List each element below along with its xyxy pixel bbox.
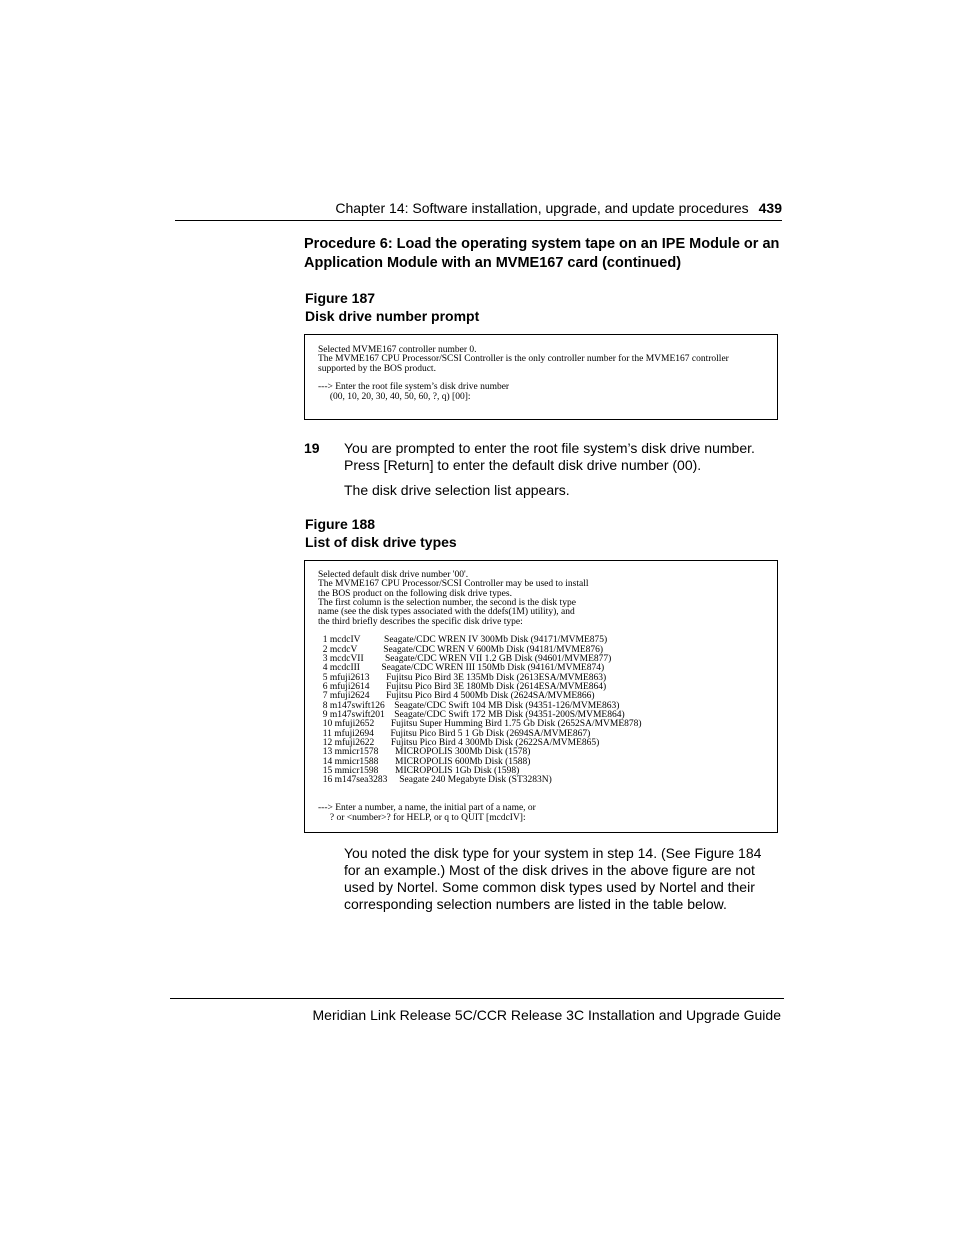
step-19-result: The disk drive selection list appears.: [344, 482, 570, 498]
figure-187-screen: [304, 334, 778, 420]
procedure-title: Procedure 6: Load the operating system tape on an IPE Module or an Application Module with an MVME167 card (continued): [304, 236, 780, 271]
figure-187-screen-text: Selected MVME167 controller number 0. The MVME167 CPU Processor/SCSI Controller is the only controller number for the MVME167 controller supported by the BOS product. ---> Enter the root file system’s disk drive number (00, 10, 20, 30, 40, 50, 60, ?, q) [00]:: [318, 345, 729, 402]
figure-188-screen-text: Selected default disk drive number '00'. The MVME167 CPU Processor/SCSI Controller may be used to install the BOS product on the following disk drive types. The first column is the selection number, the second is the disk type name (see the disk types associated with the ddefs(1M) utility), and the third briefly describes the specific disk drive type: 1 mcdcIV Seagate/CDC WREN IV 300Mb Disk (94171/MVME875) 2 mcdcV Seagate/CDC WREN V 600Mb Disk (94181/MVME876) 3 mcdcVII Seagate/CDC WREN VII 1.2 GB Disk (94601/MVME877) 4 mcdcIII Seagate/CDC WREN III 150Mb Disk (94161/MVME874) 5 mfuji2613 Fujitsu Pico Bird 3E 135Mb Disk (2613ESA/MVME863) 6 mfuji2614 Fujitsu Pico Bird 3E 180Mb Disk (2614ESA/MVME864) 7 mfuji2624 Fujitsu Pico Bird 4 500Mb Disk (2624SA/MVME866) 8 m147swift126 Seagate/CDC Swift 104 MB Disk (94351-126/MVME863) 9 m147swift201 Seagate/CDC Swift 172 MB Disk (94351-200S/MVME864) 10 mfuji2652 Fujitsu Super Humming Bird 1.75 Gb Disk (2652SA/MVME878) 11 mfuji2694 Fujitsu Pico Bird 5 1 Gb Disk (2694SA/MVME867) 12 mfuji2622 Fujitsu Pico Bird 4 300Mb Disk (2622SA/MVME865) 13 mmicr1578 MICROPOLIS 300Mb Disk (1578) 14 mmicr1588 MICROPOLIS 600Mb Disk (1588) 15 mmicr1598 MICROPOLIS 1Gb Disk (1598) 16 m147sea3283 Seagate 240 Megabyte Disk (ST3283N) ---> Enter a number, a name, the initial part of a name, or ? or <number>? for HELP, or q to QUIT [mcdcIV]:: [318, 570, 642, 823]
figure-187-caption: Disk drive number prompt: [305, 308, 480, 324]
figure-188-screen: [304, 560, 778, 833]
figure-188-caption: List of disk drive types: [305, 534, 457, 550]
footer-guide-title: Meridian Link Release 5C/CCR Release 3C Installation and Upgrade Guide: [312, 1007, 781, 1023]
step-number: 19: [304, 440, 320, 456]
figure-188-label: [305, 515, 457, 551]
footer-rule: [170, 998, 784, 999]
header-rule: [175, 220, 782, 221]
figure-187-number: Figure 187: [305, 290, 376, 306]
running-header: [335, 200, 782, 216]
chapter-title: Chapter 14: Software installation, upgrade, and update procedures: [335, 200, 749, 216]
figure-188-number: Figure 188: [305, 516, 376, 532]
note-paragraph: You noted the disk type for your system in step 14. (See Figure 184 for an example.) Most of the disk drives in the above figure are not used by Nortel. Some common disk types used by Nortel and their corresponding selection numbers are listed in the table below.: [344, 845, 762, 912]
page-number: 439: [758, 200, 782, 216]
step-19-text: You are prompted to enter the root file system’s disk drive number. Press [Return] to enter the default disk drive number (00).: [344, 440, 755, 473]
figure-187-label: [305, 289, 479, 325]
